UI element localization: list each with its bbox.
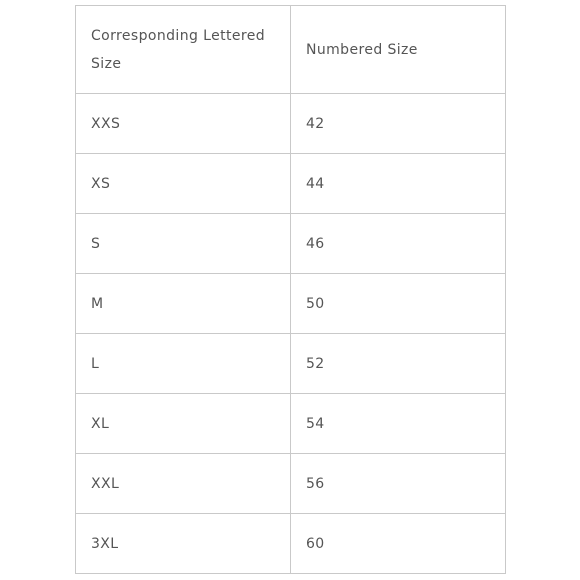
numbered-size-cell: 52 — [291, 334, 506, 394]
numbered-size-cell: 56 — [291, 454, 506, 514]
numbered-size-cell: 44 — [291, 154, 506, 214]
table-row — [76, 274, 506, 334]
lettered-size-cell: L — [76, 334, 291, 394]
lettered-size-cell: M — [76, 274, 291, 334]
numbered-size-cell: 50 — [291, 274, 506, 334]
lettered-size-cell: XXL — [76, 454, 291, 514]
header-numbered-size: Numbered Size — [291, 6, 506, 94]
numbered-size-cell: 46 — [291, 214, 506, 274]
table-row — [76, 334, 506, 394]
lettered-size-cell: S — [76, 214, 291, 274]
lettered-size-cell: 3XL — [76, 514, 291, 574]
table-row — [76, 454, 506, 514]
numbered-size-cell: 60 — [291, 514, 506, 574]
table-row — [76, 514, 506, 574]
table-header-row — [76, 6, 506, 94]
header-lettered-size: Corresponding Lettered Size — [76, 6, 291, 94]
table-row — [76, 154, 506, 214]
table-row — [76, 214, 506, 274]
numbered-size-cell: 54 — [291, 394, 506, 454]
table-row — [76, 394, 506, 454]
table-row — [76, 94, 506, 154]
lettered-size-cell: XXS — [76, 94, 291, 154]
lettered-size-cell: XL — [76, 394, 291, 454]
numbered-size-cell: 42 — [291, 94, 506, 154]
lettered-size-cell: XS — [76, 154, 291, 214]
size-conversion-table — [75, 5, 506, 574]
